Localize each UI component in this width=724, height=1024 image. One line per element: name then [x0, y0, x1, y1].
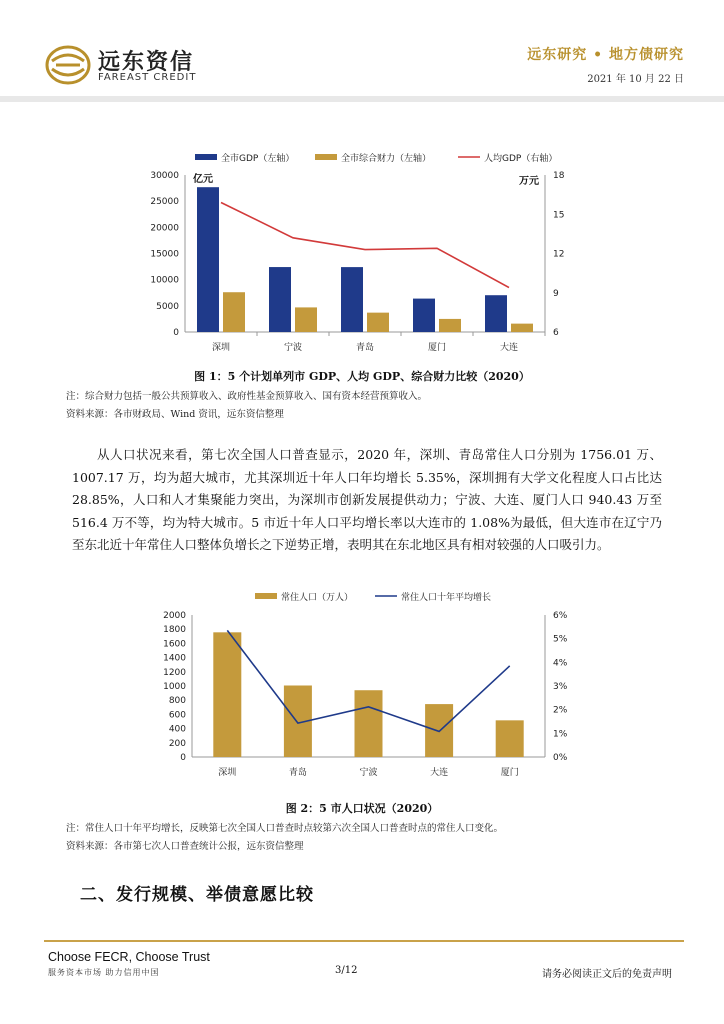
right-tick-label: 12 — [553, 249, 565, 260]
left-tick-label: 25000 — [150, 197, 179, 208]
x-tick-label: 青岛 — [288, 768, 307, 778]
footer-slogan: Choose FECR, Choose Trust — [48, 950, 210, 964]
bar-population — [213, 632, 241, 757]
brand-title: 远东研究 • 地方债研究 — [527, 47, 684, 63]
left-axis-unit: 亿元 — [193, 174, 213, 185]
left-tick-label: 30000 — [150, 171, 179, 181]
left-tick-label: 0 — [180, 753, 186, 763]
x-tick-label: 大连 — [430, 768, 449, 778]
section-heading: 二、发行规模、举债意愿比较 — [80, 885, 314, 905]
left-tick-label: 800 — [168, 696, 186, 707]
right-tick-label: 9 — [553, 288, 559, 299]
legend-swatch-1 — [315, 154, 337, 160]
legend-label-population: 常住人口（万人） — [281, 593, 354, 603]
left-tick-label: 10000 — [150, 275, 179, 286]
left-tick-label: 2000 — [163, 611, 186, 621]
legend-label-2: 人均GDP（右轴） — [484, 154, 558, 164]
logo-cn-text: 远东资信 — [98, 50, 195, 75]
bar-fiscal — [367, 313, 389, 332]
body-paragraph: 从人口状况来看，第七次全国人口普查显示，2020 年，深圳、青岛常住人口分别为 1756.01 万、1007.17 万，均为超大城市，尤其深圳近十年人口年均增长 5.35%，深圳拥有大学文化程度人口占比达 28.85%，人口和人才集聚能力突出，为深圳市创新发展提供动力；宁波、大连、厦门人口 940.43 万至 516.4 万不等，均为特大城市。5 市近十年人口平均增长率以大连市的 1.08%为最低，但大连市在辽宁乃至东北近十年常住人口整体负增长之下逆势正增，表明其在东北地区具有相对较强的人口吸引力。 — [72, 447, 662, 552]
figure1-note: 注：综合财力包括一般公共预算收入、政府性基金预算收入、国有资本经营预算收入。 — [66, 391, 428, 402]
x-tick-label: 厦门 — [427, 343, 447, 353]
x-tick-label: 宁波 — [283, 343, 303, 353]
left-tick-label: 1600 — [163, 639, 186, 650]
bar-gdp — [269, 267, 291, 332]
bar-gdp — [197, 187, 219, 332]
right-tick-label: 15 — [553, 210, 565, 221]
legend-swatch-0 — [195, 154, 217, 160]
x-tick-label: 厦门 — [500, 768, 519, 778]
figure1-source: 资料来源：各市财政局、Wind 资讯，远东资信整理 — [66, 409, 284, 420]
x-tick-label: 深圳 — [211, 343, 231, 353]
x-tick-label: 宁波 — [359, 768, 378, 778]
right-tick-label: 2% — [553, 705, 568, 716]
right-tick-label: 6% — [553, 611, 568, 621]
left-tick-label: 1000 — [163, 682, 186, 692]
bar-gdp — [485, 295, 507, 332]
figure1-caption: 图 1：5 个计划单列市 GDP、人均 GDP、综合财力比较（2020） — [194, 370, 530, 383]
right-tick-label: 6 — [553, 328, 559, 338]
left-tick-label: 5000 — [156, 301, 179, 312]
x-tick-label: 青岛 — [355, 343, 375, 353]
left-tick-label: 20000 — [150, 223, 179, 234]
right-axis-unit: 万元 — [519, 176, 539, 187]
page-number: 3/12 — [335, 965, 358, 976]
x-tick-label: 大连 — [499, 343, 519, 353]
logo-en-text: FAREAST CREDIT — [98, 72, 197, 83]
left-tick-label: 1200 — [163, 667, 186, 678]
right-tick-label: 3% — [553, 682, 568, 692]
chart-population — [135, 585, 590, 785]
left-tick-label: 1400 — [163, 653, 186, 664]
fareast-logo-icon — [44, 44, 92, 86]
right-tick-label: 18 — [553, 171, 565, 181]
legend-label-0: 全市GDP（左轴） — [221, 154, 295, 164]
footer-divider — [44, 940, 684, 942]
bar-fiscal — [223, 292, 245, 332]
figure2-source: 资料来源：各市第七次人口普查统计公报，远东资信整理 — [66, 841, 304, 852]
legend-label-growth: 常住人口十年平均增长 — [401, 593, 492, 603]
figure2-note: 注：常住人口十年平均增长，反映第七次全国人口普查时点较第六次全国人口普查时点的常住人口变化。 — [66, 823, 504, 834]
left-tick-label: 400 — [168, 724, 186, 735]
bar-fiscal — [439, 319, 461, 332]
x-tick-label: 深圳 — [218, 768, 237, 778]
bar-gdp — [341, 267, 363, 332]
left-tick-label: 1800 — [163, 625, 186, 636]
legend-swatch-population — [255, 593, 277, 599]
right-tick-label: 5% — [553, 634, 568, 645]
chart-gdp-comparison — [140, 145, 590, 360]
left-tick-label: 200 — [168, 738, 186, 749]
right-tick-label: 4% — [553, 658, 568, 669]
report-date: 2021 年 10 月 22 日 — [587, 74, 684, 85]
left-tick-label: 15000 — [150, 249, 179, 260]
footer-subtitle: 服务资本市场 助力信用中国 — [48, 968, 160, 977]
line-gdp-per-capita — [221, 202, 509, 287]
footer-disclaimer: 请务必阅读正文后的免责声明 — [542, 969, 672, 980]
bar-fiscal — [511, 324, 533, 332]
right-tick-label: 1% — [553, 729, 568, 740]
bar-fiscal — [295, 307, 317, 332]
bar-gdp — [413, 299, 435, 332]
left-tick-label: 600 — [168, 710, 186, 721]
bar-population — [496, 720, 524, 757]
left-tick-label: 0 — [173, 328, 179, 338]
bar-population — [355, 690, 383, 757]
right-tick-label: 0% — [553, 753, 568, 763]
legend-label-1: 全市综合财力（左轴） — [341, 154, 432, 164]
header-divider — [0, 96, 724, 102]
figure2-caption: 图 2：5 市人口状况（2020） — [285, 802, 439, 815]
